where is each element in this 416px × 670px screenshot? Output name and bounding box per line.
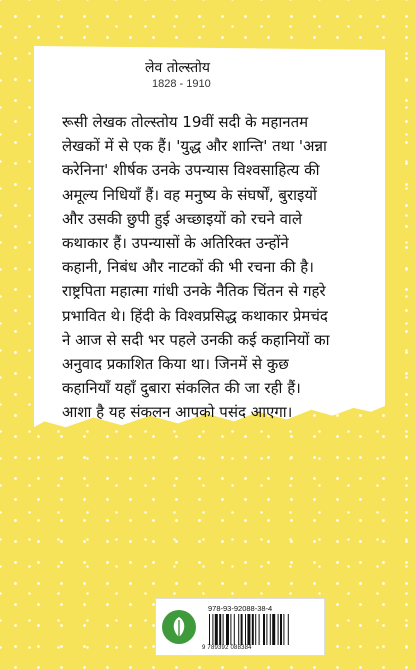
blurb-line: करेनिना' शीर्षक उनके उपन्यास विश्वसाहित्य की [62,161,320,180]
barcode-bar [241,614,243,645]
barcode-bar [283,614,284,645]
barcode-bar [266,614,267,645]
barcode-bar [234,614,235,645]
barcode-bar [230,614,231,645]
barcode-bar [212,614,213,645]
barcode-bar [270,614,271,645]
barcode-digits: 9 789392 088384 [202,645,252,651]
barcode-bar [247,614,250,645]
barcode-bar [280,614,282,645]
blurb-line: प्रभावित थे। हिंदी के विश्वप्रसिद्ध कथाकार प्रेमचंद [62,306,328,325]
publisher-logo [162,610,196,644]
blurb-line: कथाकार हैं। उपन्यासों के अतिरिक्त उन्होंने [62,234,289,253]
barcode-bar [209,614,210,645]
barcode-bar [255,614,256,645]
blurb-line: कहानियाँ यहाँ दुबारा संकलित की जा रही हैं। [62,379,301,398]
leaf-icon [162,610,196,644]
barcode-bar [238,614,239,645]
barcode-bar [226,614,229,645]
blurb-line: राष्ट्रपिता महात्मा गांधी उनके नैतिक चिंतन से गहरे [62,282,326,301]
barcode-bar [272,614,275,645]
blurb-line: ने आज से सदी भर पहले उनकी कई कहानियों का [62,330,330,349]
blurb-line: लेखकों में से एक हैं। 'युद्ध और शान्ति' तथा 'अन्ना [62,137,327,156]
author-years: 1828 - 1910 [152,78,211,90]
blurb-line: और उसकी छुपी हुई अच्छाइयों को रचने वाले [62,209,302,228]
barcode-bar [215,614,218,645]
blurb-line: अनुवाद प्रकाशित किया था। जिनमें से कुछ [62,355,289,374]
author-name: लेव तोल्स्तोय [145,60,210,76]
barcode-bar [245,614,246,645]
barcode-bar [252,614,254,645]
isbn-number: 978-93-92088-38-4 [208,604,273,613]
barcode-bar [219,614,221,645]
blurb-paragraph [62,110,372,425]
barcode-panel [155,598,325,656]
blurb-line: रूसी लेखक तोल्स्तोय 19वीं सदी के महानतम [62,113,309,131]
blurb-line: कहानी, निबंध और नाटकों की भी रचना की है। [62,258,314,277]
barcode-bar [263,614,265,645]
barcode-bars [208,614,318,645]
blurb-line: अमूल्य निधियाँ हैं। वह मनुष्य के संघर्षों, बुराइयों [62,185,317,204]
barcode-bar [259,614,260,645]
barcode-bar [288,614,289,645]
blurb-line: आशा है यह संकलन आपको पसंद आएगा। [62,403,293,422]
barcode-bar [278,614,279,645]
barcode-bar [223,614,224,645]
